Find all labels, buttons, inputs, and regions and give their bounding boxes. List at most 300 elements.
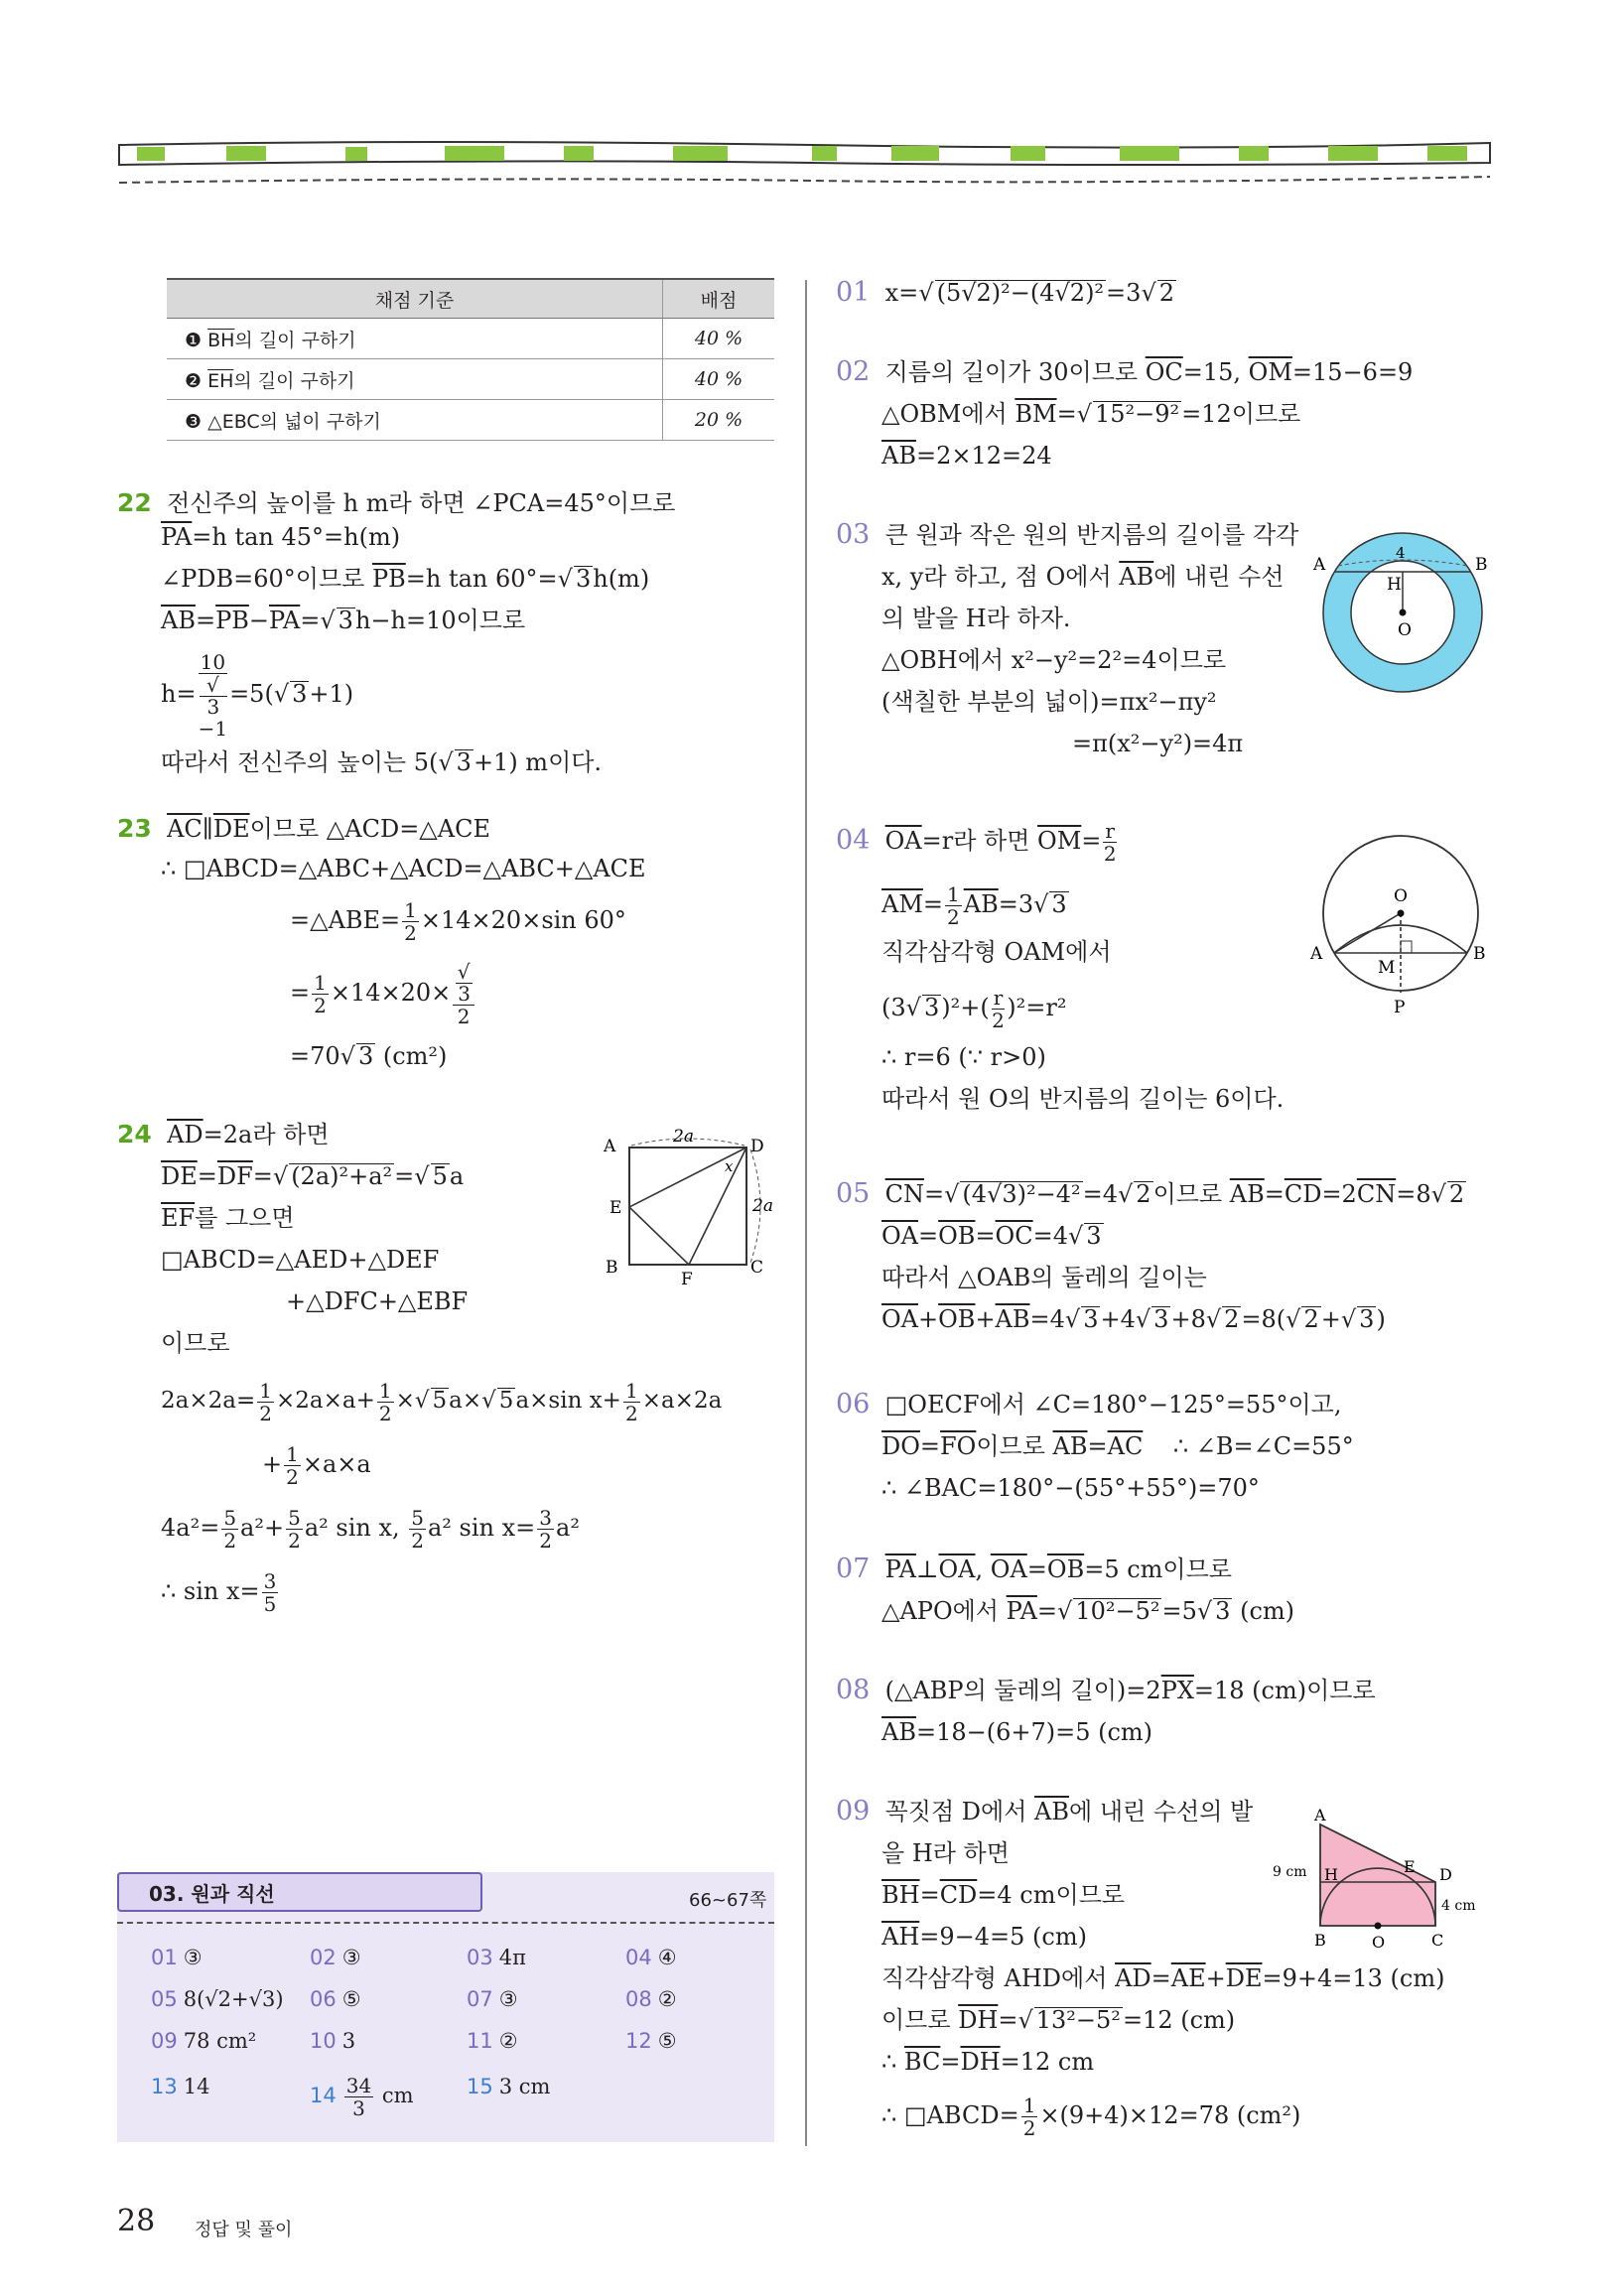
answer-item xyxy=(310,2029,355,2053)
answer-value: ④ xyxy=(657,1946,677,1969)
page-number: 28 xyxy=(117,2204,156,2238)
denominator: 2 xyxy=(624,1401,638,1425)
op: + xyxy=(1320,1305,1341,1333)
op: ∴ xyxy=(881,2048,904,2076)
answer-value: ② xyxy=(657,1987,677,2011)
fraction: 10 √ 3 −1 xyxy=(198,650,228,741)
line: h(m) xyxy=(593,565,650,593)
solution-07: 07 $\overline{PA}\perp\overline{OA}$, $\overline{OA}=\overline{OB}=5$ cm이므로 △APO에서 $\overline{PA}=√$ 10²−5²=5√ 3 (cm) xyxy=(836,1553,1295,1625)
line: =h tan 45°=h(m) xyxy=(192,523,401,551)
segment: $\overline{OA}$ xyxy=(938,1555,976,1583)
segment: $\overline{AD}$ xyxy=(1115,1964,1151,1992)
points-cell: 20 % xyxy=(663,400,775,441)
label-A: A xyxy=(1313,555,1326,575)
numerator: 3 xyxy=(263,1569,277,1593)
segment: $\overline{AC}$ xyxy=(1107,1432,1144,1460)
numerator: 5 xyxy=(288,1506,301,1530)
segment: $\overline{PX}$ xyxy=(1160,1677,1194,1704)
segment: $\overline{OA}$ xyxy=(881,1222,919,1250)
sqrt: 3 xyxy=(338,607,353,634)
answer-item xyxy=(625,1987,677,2011)
sqrt: 3 xyxy=(1051,890,1067,918)
numerator: 1 xyxy=(314,971,327,995)
sqrt: 2 xyxy=(1448,1180,1465,1208)
line: 을 H라 하면 xyxy=(881,1839,1010,1867)
sqrt: 2 xyxy=(1303,1305,1319,1333)
points-cell: 40 % xyxy=(663,359,775,400)
criteria-text: △EBC의 넓이 구하기 xyxy=(207,410,381,433)
segment: $\overline{AE}$ xyxy=(1170,1964,1206,1992)
answer-number: 14 xyxy=(310,2084,337,2107)
expr: ×14×20×sin 60° xyxy=(420,906,626,934)
op: = xyxy=(975,1222,996,1250)
column-divider xyxy=(805,280,807,2146)
answer-item xyxy=(151,2029,256,2053)
segment: $\overline{OC}$ xyxy=(995,1222,1033,1250)
segment: $\overline{BH}$ xyxy=(881,1881,920,1909)
expr: ) xyxy=(1376,1305,1386,1333)
expr: +8 xyxy=(1170,1305,1206,1333)
label-D: D xyxy=(1439,1865,1452,1884)
segment: $\overline{AB}$ xyxy=(963,890,999,918)
answer-number: 13 xyxy=(151,2075,178,2098)
segment: $\overline{OM}$ xyxy=(1037,827,1082,855)
segment: $\overline{OA}$ xyxy=(881,1305,919,1333)
line: ∴ □ABCD=△ABC+△ACD=△ABC+△ACE xyxy=(161,855,646,882)
expr: (cm) xyxy=(1232,1597,1295,1625)
answer-value: cm xyxy=(381,2084,414,2107)
op: = xyxy=(394,1162,415,1190)
fraction xyxy=(409,1507,426,1552)
line: 직각삼각형 OAM에서 xyxy=(881,938,1112,966)
expr: (cm²) xyxy=(375,1042,448,1070)
fraction xyxy=(945,883,962,928)
denominator: 2 xyxy=(288,1529,301,1553)
fraction xyxy=(262,1570,279,1615)
problem-number: 09 xyxy=(836,1796,871,1826)
segment: $\overline{AB}$ xyxy=(881,1718,916,1746)
fraction: √ 3 2 xyxy=(453,961,474,1027)
line: 를 그으면 xyxy=(195,1204,295,1232)
numerator: 1 xyxy=(378,1378,392,1403)
expr: =3 xyxy=(1106,279,1142,307)
problem-number: 03 xyxy=(836,519,871,550)
label-H: H xyxy=(1387,575,1402,595)
op: = xyxy=(1036,1597,1058,1625)
line: △OBM에서 xyxy=(881,400,1015,428)
line: 에 내린 수선 xyxy=(1153,563,1285,591)
sqrt: 3 xyxy=(575,565,592,593)
numerator: r xyxy=(993,986,1004,1010)
numerator: 1 xyxy=(1022,2093,1036,2117)
expr: a× xyxy=(449,1388,482,1414)
expr: )²=r² xyxy=(1007,994,1067,1021)
op: ⊥ xyxy=(915,1555,939,1583)
label-C: C xyxy=(750,1258,764,1278)
answer-item xyxy=(151,1987,284,2011)
expr: a xyxy=(449,1162,465,1190)
label-B: B xyxy=(1473,944,1486,964)
fraction xyxy=(1021,2094,1038,2139)
scoring-header-criteria: 채점 기준 xyxy=(167,279,663,319)
problem-number: 24 xyxy=(117,1120,152,1148)
label-A: A xyxy=(1310,944,1323,964)
scoring-header-points: 배점 xyxy=(663,279,775,319)
line: =2a라 하면 xyxy=(203,1121,330,1148)
solution-22: 22 전신주의 높이를 h m라 하면 ∠PCA=45°이므로 $\overline{PA}=h$ tan 45°=h(m) ∠PDB=60°이므로 $\overline{PB}=h$ tan 60°=√ 3h(m) $\overline{AB}=\overline{PB}-\overline{PA}=√$ 3h−h=10이므로 h= 10 √ 3 −1 =5(√ 3+1) 따라서 전신주의 높이는 5(√ 3+1) m이다. xyxy=(117,488,676,776)
op: = xyxy=(1264,1180,1285,1208)
numerator: 1 xyxy=(286,1442,299,1466)
expr: =5 xyxy=(1161,1597,1197,1625)
segment: $\overline{OA}$ xyxy=(884,827,922,855)
op: = xyxy=(197,1162,217,1190)
criteria-text: 의 길이 구하기 xyxy=(233,369,355,392)
sqrt: 5 xyxy=(498,1388,514,1414)
denominator: −1 xyxy=(198,717,228,741)
line: =π(x²−y²)=4π xyxy=(1072,730,1244,757)
answer-value: ⑤ xyxy=(341,1987,361,2011)
numerator: 10 xyxy=(199,651,227,674)
label-A: A xyxy=(604,1137,616,1156)
answer-number: 05 xyxy=(151,1987,178,2011)
expr: =8( xyxy=(1241,1305,1286,1333)
segment-label: $\overline{BH}$ xyxy=(207,329,235,351)
expr: =4 xyxy=(1032,1222,1068,1250)
label-F: F xyxy=(681,1270,693,1289)
segment: $\overline{PA}$ xyxy=(1006,1597,1037,1625)
segment: $\overline{DE}$ xyxy=(161,1162,198,1190)
segment: $\overline{OB}$ xyxy=(938,1222,976,1250)
segment: $\overline{AB}$ xyxy=(1119,563,1154,591)
sqrt: 3 xyxy=(923,994,940,1021)
line: 따라서 전신주의 높이는 5( xyxy=(161,748,439,776)
op: = xyxy=(940,2048,961,2076)
answer-value: ② xyxy=(498,2029,518,2053)
segment: $\overline{AD}$ xyxy=(167,1121,203,1148)
line: 직각삼각형 AHD에서 xyxy=(881,1964,1116,1992)
op: ∥ xyxy=(202,815,213,843)
answer-item xyxy=(625,1946,677,1969)
answer-value: 3 xyxy=(341,2029,356,2053)
problem-number: 05 xyxy=(836,1178,871,1209)
line: =15, xyxy=(1182,358,1249,386)
op: + xyxy=(1205,1964,1226,1992)
line: =9+4=13 (cm) xyxy=(1262,1964,1445,1992)
label-E: E xyxy=(609,1198,622,1218)
answer-section-title: 03. 원과 직선 xyxy=(117,1872,482,1912)
scoring-table xyxy=(167,278,774,441)
line: 꼭짓점 D에서 xyxy=(884,1798,1035,1825)
line: 큰 원과 작은 원의 반지름의 길이를 각각 xyxy=(884,521,1299,549)
denominator: 2 xyxy=(947,905,960,929)
segment: $\overline{AB}$ xyxy=(161,607,196,634)
expr: 4a²= xyxy=(161,1514,220,1542)
label-4cm: 4 cm xyxy=(1441,1898,1476,1914)
expr: =4 xyxy=(1082,1180,1118,1208)
problem-number: 06 xyxy=(836,1389,871,1419)
segment: $\overline{OA}$ xyxy=(990,1555,1027,1583)
sqrt: (2a)²+a² xyxy=(291,1162,393,1190)
segment: $\overline{DO}$ xyxy=(881,1432,920,1460)
segment: $\overline{DE}$ xyxy=(1225,1964,1263,1992)
line: =5 cm이므로 xyxy=(1084,1555,1232,1583)
sqrt: 3 xyxy=(1086,1222,1102,1250)
answer-number: 02 xyxy=(310,1946,337,1969)
segment: $\overline{AB}$ xyxy=(1052,1432,1088,1460)
answer-number: 08 xyxy=(625,1987,652,2011)
op: + xyxy=(918,1305,939,1333)
expr: a×sin x+ xyxy=(515,1388,621,1414)
answer-number: 15 xyxy=(467,2075,493,2098)
sqrt: 3 xyxy=(458,982,471,1006)
sqrt: 3 xyxy=(456,748,472,776)
figure-04-circle xyxy=(1308,832,1492,1030)
line: ∠PDB=60°이므로 xyxy=(161,565,372,593)
expr: ∴ sin x= xyxy=(161,1577,260,1605)
line: (색칠한 부분의 넓이)=πx²−πy² xyxy=(881,688,1217,716)
answer-item xyxy=(151,1946,203,1969)
answer-item xyxy=(467,2029,518,2053)
expr: ×2a×a+ xyxy=(275,1388,375,1414)
label-B: B xyxy=(1475,555,1488,575)
answer-item xyxy=(151,2075,209,2098)
segment: $\overline{PA}$ xyxy=(884,1555,916,1583)
expr: ×a×2a xyxy=(641,1388,723,1414)
step-marker: ❶ xyxy=(185,329,203,351)
fraction xyxy=(992,987,1006,1031)
label-9cm: 9 cm xyxy=(1273,1864,1307,1880)
label-O: O xyxy=(1372,1933,1386,1952)
expr: =70 xyxy=(290,1042,340,1070)
segment: $\overline{CN}$ xyxy=(1356,1180,1397,1208)
numerator: r xyxy=(1105,819,1115,843)
denominator: 2 xyxy=(539,1529,553,1553)
op: + xyxy=(975,1305,996,1333)
segment: $\overline{AB}$ xyxy=(1034,1798,1070,1825)
segment: $\overline{PB}$ xyxy=(215,607,249,634)
line: =18 (cm)이므로 xyxy=(1193,1677,1376,1704)
table-row xyxy=(167,359,774,400)
label-B: B xyxy=(1314,1931,1326,1950)
op: = xyxy=(998,2006,1018,2034)
op: = xyxy=(1150,1964,1171,1992)
answer-item xyxy=(310,1946,361,1969)
expr: ×14×20× xyxy=(330,979,452,1007)
fraction xyxy=(623,1380,640,1424)
sqrt: 13²−5² xyxy=(1035,2006,1121,2034)
numerator: 1 xyxy=(404,898,417,922)
line: =12이므로 xyxy=(1181,400,1301,428)
expr: =8 xyxy=(1396,1180,1431,1208)
expr: a² sin x, xyxy=(304,1514,408,1542)
segment: $\overline{PA}$ xyxy=(268,607,301,634)
answer-item xyxy=(625,2029,677,2053)
expr: ×a×a xyxy=(302,1450,371,1478)
expr: =4 xyxy=(1029,1305,1065,1333)
expr: a²+ xyxy=(240,1514,285,1542)
line: □OECF에서 ∠C=180°−125°=55°이고, xyxy=(884,1391,1342,1418)
segment: $\overline{AB}$ xyxy=(1229,1180,1265,1208)
expr: (3 xyxy=(881,994,906,1021)
fraction xyxy=(1103,820,1117,865)
answer-value: 4π xyxy=(498,1946,526,1969)
expr: +1) xyxy=(309,680,354,708)
label-right-2a: 2a xyxy=(752,1196,773,1216)
points-cell: 40 % xyxy=(663,319,775,359)
expr: ∴ □ABCD= xyxy=(881,2101,1019,2129)
line: 이므로 △ACD=△ACE xyxy=(249,815,490,843)
op: − xyxy=(248,607,269,634)
sqrt: 3 xyxy=(357,1042,374,1070)
answer-value: ③ xyxy=(183,1946,203,1969)
op: = xyxy=(1056,400,1077,428)
sqrt: 2 xyxy=(1224,1305,1240,1333)
problem-number: 01 xyxy=(836,277,871,308)
segment: $\overline{AB}$ xyxy=(995,1305,1030,1333)
line: =15−6=9 xyxy=(1291,358,1414,386)
denominator: 2 xyxy=(1022,2116,1036,2140)
numerator: 1 xyxy=(624,1378,638,1403)
answer-number: 11 xyxy=(467,2029,493,2053)
denominator: 2 xyxy=(404,921,417,945)
segment: $\overline{DH}$ xyxy=(958,2006,999,2034)
segment: $\overline{OC}$ xyxy=(1145,358,1183,386)
expr: =2 xyxy=(1321,1180,1357,1208)
expr: h= xyxy=(161,680,197,708)
denominator: 2 xyxy=(314,994,327,1017)
line: (△ABP의 둘레의 길이)=2 xyxy=(884,1677,1161,1704)
segment: $\overline{CD}$ xyxy=(939,1881,978,1909)
header-decoration xyxy=(117,133,1492,193)
solution-08 xyxy=(836,1674,1376,1749)
numerator: 5 xyxy=(223,1506,237,1530)
expr: =△ABE= xyxy=(290,906,401,934)
answer-value: 8(√2+√3) xyxy=(183,1987,284,2011)
answer-value: ③ xyxy=(341,1946,361,1969)
op: = xyxy=(924,1180,945,1208)
fraction xyxy=(257,1380,274,1424)
line: △APO에서 xyxy=(881,1597,1007,1625)
op: = xyxy=(195,607,216,634)
answer-value: 14 xyxy=(183,2075,210,2098)
numerator: 1 xyxy=(259,1378,272,1403)
op: = xyxy=(1087,1432,1108,1460)
op: , xyxy=(975,1555,991,1583)
sqrt: 3 xyxy=(200,696,227,718)
table-row xyxy=(167,400,774,441)
sqrt: 3 xyxy=(292,680,308,708)
fraction xyxy=(537,1507,554,1552)
op: = xyxy=(918,1222,939,1250)
op: = xyxy=(919,1432,941,1460)
fraction xyxy=(284,1443,301,1488)
segment: $\overline{OB}$ xyxy=(1046,1555,1085,1583)
op: = xyxy=(919,1881,940,1909)
answer-item xyxy=(310,1987,361,2011)
answer-item xyxy=(310,2075,414,2119)
segment: $\overline{DF}$ xyxy=(216,1162,253,1190)
fraction xyxy=(377,1380,394,1424)
line: 에 내린 수선의 발 xyxy=(1069,1798,1254,1825)
answer-number: 03 xyxy=(467,1946,493,1969)
segment: $\overline{AB}$ xyxy=(881,442,916,470)
line: 지름의 길이가 30이므로 xyxy=(884,358,1146,386)
segment: $\overline{CN}$ xyxy=(884,1180,924,1208)
answer-value: 3 cm xyxy=(498,2075,551,2098)
table-row xyxy=(167,319,774,359)
problem-number: 22 xyxy=(117,488,152,517)
label-4: 4 xyxy=(1396,544,1406,562)
label-O: O xyxy=(1398,620,1412,640)
figure-09-trapezoid xyxy=(1269,1807,1497,1956)
segment: $\overline{AC}$ xyxy=(167,815,203,843)
sqrt: 2 xyxy=(1136,1180,1151,1208)
denominator: 2 xyxy=(411,1529,424,1553)
segment: $\overline{PA}$ xyxy=(161,523,193,551)
answer-number: 12 xyxy=(625,2029,652,2053)
fraction xyxy=(312,972,329,1016)
solution-05: 05 $\overline{CN}=√$ (4√3)²−4²=4√ 2이므로 $\overline{AB}=\overline{CD}=2\overline{CN}=8√$ 2 $\overline{OA}=\overline{OB}=\overline{OC}=4√$ 3 따라서 △OAB의 둘레의 길이는 $\overline{OA}+\overline{OB}+\overline{AB}=4√$ 3+4√ 3+8√ 2=8(√ 2+√ 3) xyxy=(836,1178,1465,1333)
label-E: E xyxy=(1404,1857,1416,1876)
solution-23: 23 $\overline{AC}\parallel\overline{DE}$이므로 △ACD=△ACE ∴ □ABCD=△ABC+△ACD=△ABC+△ACE =△ABE= $\frac{1}{2}$ ×14×20×sin 60° = $\frac{1}{2}$ ×14×20× √ 3 2 =70√ 3 (cm²) xyxy=(117,814,646,1070)
answer-value: 78 cm² xyxy=(183,2029,257,2053)
line: x, y라 하고, 점 O에서 xyxy=(881,563,1120,591)
label-angle-x: x xyxy=(725,1157,734,1175)
label-top-2a: 2a xyxy=(673,1127,694,1147)
label-O: O xyxy=(1394,886,1408,906)
problem-number: 04 xyxy=(836,825,871,856)
line: 의 발을 H라 하자. xyxy=(881,605,1071,632)
label-B: B xyxy=(606,1258,618,1278)
line: =2×12=24 xyxy=(915,442,1052,470)
fraction xyxy=(286,1507,303,1552)
expr: x= xyxy=(884,279,919,307)
denominator: 2 xyxy=(259,1401,272,1425)
line: 따라서 △OAB의 둘레의 길이는 xyxy=(881,1264,1207,1291)
line: 이므로 xyxy=(161,1329,230,1357)
step-marker: ❷ xyxy=(185,369,203,392)
expr: a² sin x= xyxy=(428,1514,536,1542)
denominator: 2 xyxy=(1103,842,1117,866)
line: =18−(6+7)=5 (cm) xyxy=(915,1718,1153,1746)
label-C: C xyxy=(1431,1931,1444,1950)
answer-value: ⑤ xyxy=(657,2029,677,2053)
line: 이므로 xyxy=(881,2006,959,2034)
segment: $\overline{FO}$ xyxy=(940,1432,977,1460)
solution-24: 24 $\overline{AD}=2a$라 하면 $\overline{DE}=\overline{DF}=√$ (2a)²+a²=√ 5a $\overline{EF}$를 그으면 □ABCD=△AED+△DEF +△DFC+△EBF 이므로 2a×2a= $\frac{1}{2}$ ×2a×a+ $\frac{1}{2}$ ×√ 5a×√ 5a×sin x+ $\frac{1}{2}$ ×a×2a + $\frac{1}{2}$ ×a×a 4a²= $\frac{5}{2}$ a²+ $\frac{5}{2}$ a² sin x, $\frac{5}{2}$ a² sin x= $\frac{3}{2}$ a² ∴ sin x= $\frac{3}{5}$ xyxy=(117,1120,723,1616)
problem-number: 23 xyxy=(117,814,152,843)
sqrt: 5 xyxy=(432,1162,448,1190)
sqrt: 5 xyxy=(432,1388,448,1414)
numerator: 1 xyxy=(947,882,960,906)
denominator: 5 xyxy=(263,1592,277,1616)
sqrt: 10²−5² xyxy=(1075,1597,1160,1625)
answer-number: 10 xyxy=(310,2029,337,2053)
segment: $\overline{CD}$ xyxy=(1284,1180,1322,1208)
sqrt: 15²−9² xyxy=(1094,400,1180,428)
fraction xyxy=(402,899,419,944)
criteria-text: 의 길이 구하기 xyxy=(234,329,356,351)
op: = xyxy=(300,607,321,634)
segment: $\overline{OM}$ xyxy=(1248,358,1292,386)
line: 이므로 xyxy=(976,1432,1053,1460)
answer-number: 04 xyxy=(625,1946,652,1969)
answer-value: ③ xyxy=(498,1987,518,2011)
line: =12 (cm) xyxy=(1122,2006,1236,2034)
problem-number: 08 xyxy=(836,1675,871,1705)
segment: $\overline{PB}$ xyxy=(371,565,406,593)
solution-03 xyxy=(836,518,1298,760)
